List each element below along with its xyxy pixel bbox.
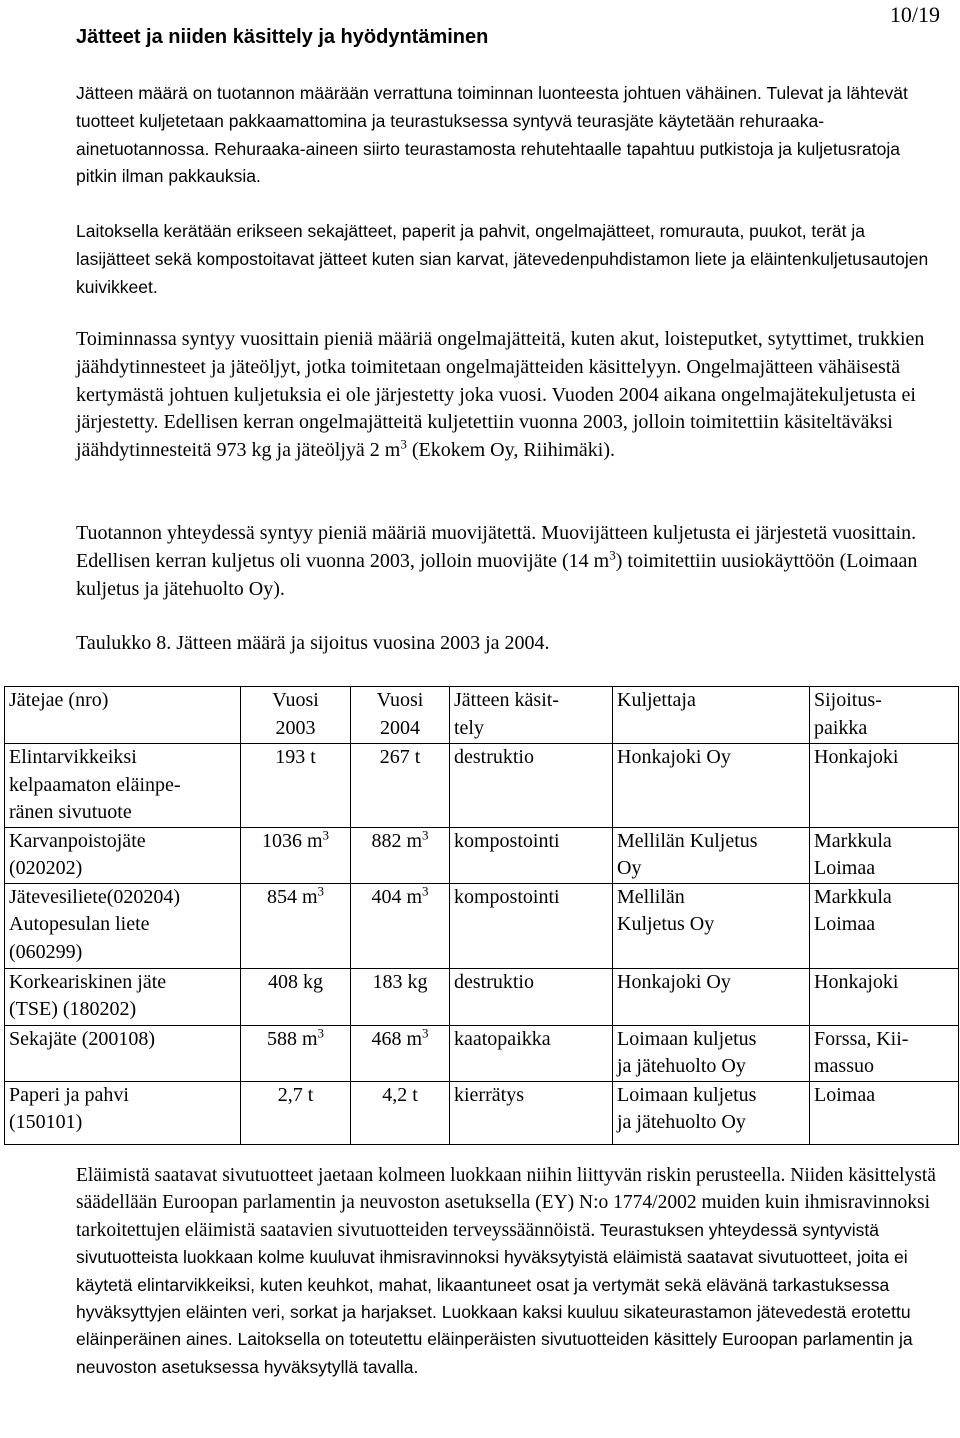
cell-2004 (351, 968, 450, 1025)
cell-unit-sup: 3 (317, 1024, 325, 1040)
cell-2003 (241, 968, 351, 1025)
cell-waste: Paperi ja pahvi (150101) (5, 1081, 241, 1144)
header-treatment: Jätteen käsit- tely (450, 687, 613, 744)
cell-treatment: kompostointi (450, 883, 613, 968)
header-year-2004: Vuosi 2004 (351, 687, 450, 744)
paragraph-hazardous-waste (76, 326, 936, 465)
cell-carrier: Mellilän Kuljetus Oy (613, 883, 810, 968)
cell-carrier: Honkajoki Oy (613, 744, 810, 828)
cell-treatment: destruktio (450, 744, 613, 828)
cell-value: 193 t (275, 746, 316, 768)
cell-2004 (351, 883, 450, 968)
cell-waste: Korkeariskinen jäte (TSE) (180202) (5, 968, 241, 1025)
cell-waste: Elintarvikkeiksi kelpaamaton eläinpe- ränen sivutuote (5, 744, 241, 828)
paragraph-waste-amount: Jätteen määrä on tuotannon määrään verrattuna toiminnan luonteesta johtuen vähäinen. Tulevat ja lähtevät tuotteet kuljetetaan pakkaamattomina ja teurastuksessa syntyvä teurasjäte käytetään rehuraaka-ainetuotannossa. Rehuraaka-aineen siirto teurastamosta rehutehtaalle tapahtuu putkistoja ja kuljetusratoja pitkin ilman pakkauksia. (76, 83, 908, 187)
header-year-2003: Vuosi 2003 (241, 687, 351, 744)
cell-treatment: kaatopaikka (450, 1025, 613, 1081)
paragraph-animal-byproducts (76, 1162, 944, 1381)
table-row (5, 968, 959, 1025)
cell-value: 183 kg (372, 970, 428, 993)
cell-2003 (241, 1081, 351, 1144)
paragraph-plastic-waste (76, 520, 936, 603)
cell-value: 882 m (371, 829, 423, 852)
cell-waste: Sekajäte (200108) (5, 1025, 241, 1081)
cell-value: 588 m (266, 1027, 318, 1050)
table-row (5, 1025, 959, 1081)
table-caption: Taulukko 8. Jätteen määrä ja sijoitus vuosina 2003 ja 2004. (76, 632, 550, 654)
cell-unit-sup: 3 (317, 882, 325, 898)
cell-value: 854 m (266, 885, 318, 908)
cell-waste: Jätevesiliete(020204) Autopesulan liete (060299) (5, 883, 241, 968)
cell-2004 (351, 1081, 450, 1144)
header-carrier: Kuljettaja (613, 687, 810, 744)
cell-2003 (241, 827, 351, 883)
cell-value: 2,7 t (277, 1083, 314, 1106)
cell-2004 (351, 1025, 450, 1081)
cell-unit-sup: 3 (422, 882, 429, 898)
section-title: Jätteet ja niiden käsittely ja hyödyntäminen (76, 26, 489, 48)
cell-destination: Forssa, Kii- massuo (810, 1025, 959, 1081)
cell-carrier: Honkajoki Oy (613, 968, 810, 1025)
cell-2003 (241, 1025, 351, 1081)
cell-2003 (241, 744, 351, 828)
cell-value: 4,2 t (382, 1083, 418, 1106)
cell-treatment: kompostointi (450, 827, 613, 883)
cell-unit-sup: 3 (322, 826, 330, 842)
cell-carrier: Loimaan kuljetus ja jätehuolto Oy (613, 1025, 810, 1081)
paragraph-waste-sorting: Laitoksella kerätään erikseen sekajätteet, paperit ja pahvit, ongelmajätteet, romurauta, puukot, terät ja lasijätteet sekä kompostoitavat jätteet kuten sian karvat, jätevedenpuhdistamon liete ja eläintenkuljetusautojen kuivikkeet. (76, 221, 929, 297)
cell-destination: Markkula Loimaa (810, 827, 959, 883)
page-number: 10/19 (889, 2, 940, 27)
table-row (5, 1081, 959, 1144)
cell-value: 1036 m (261, 829, 323, 852)
plastic-text-main: Tuotannon yhteydessä syntyy pieniä määriä muovijätettä. Muovijätteen kuljetusta ei järjestetä vuosittain. Edellisen kerran kuljetus oli vuonna 2003, jolloin muovijäte (14 m (76, 522, 917, 572)
cell-2004 (351, 827, 450, 883)
table-row (5, 883, 959, 968)
hazardous-text-main: Toiminnassa syntyy vuosittain pieniä määriä ongelmajätteitä, kuten akut, loisteputket, sytyttimet, trukkien jäähdytinnesteet ja jäteöljyt, jotka toimitetaan ongelmajätteiden käsittelyyn. Ongelmajätteen vähäisestä kertymästä johtuen kuljetuksia ei ole järjestetty joka vuosi. Vuoden 2004 aikana ongelmajätekuljetusta ei järjestetty. Edellisen kerran ongelmajätteitä kuljetettiin vuonna 2003, jolloin toimitettiin käsiteltäväksi jäähdytinnesteitä 973 kg ja jäteöljyä 2 m (76, 328, 925, 462)
cell-treatment: kierrätys (450, 1081, 613, 1144)
table-header-row (5, 687, 959, 744)
hazardous-text-end: (Ekokem Oy, Riihimäki). (406, 439, 615, 462)
cell-value: 408 kg (268, 970, 323, 993)
header-destination: Sijoitus- paikka (810, 687, 959, 744)
cell-destination: Honkajoki (810, 968, 959, 1025)
waste-table (4, 686, 959, 1145)
cell-treatment: destruktio (450, 968, 613, 1025)
superscript-cubic: 3 (609, 547, 616, 563)
plastic-text-end: ) toimitettiin uusiokäyttöön (Loimaan kuljetus ja jätehuolto Oy). (76, 549, 918, 600)
cell-value: 267 t (379, 746, 421, 768)
superscript-cubic: 3 (400, 436, 407, 452)
cell-value: 404 m (371, 885, 423, 908)
cell-carrier: Loimaan kuljetus ja jätehuolto Oy (613, 1081, 810, 1144)
byproducts-text-intro: Eläimistä saatavat sivutuotteet jaetaan kolmeen luokkaan niihin liittyvän riskin perusteella. Niiden käsittelystä säädellään Euroopan parlamentin ja neuvoston asetuksella (EY) N:o 1774/2002 muiden kuin ihmisravinnoksi tarkoitettujen eläimistä saatavien sivutuotteiden terveyssäännöistä. (76, 1165, 936, 1241)
cell-destination: Markkula Loimaa (810, 883, 959, 968)
table-row (5, 744, 959, 828)
byproducts-text-detail: Teurastuksen yhteydessä syntyvistä sivutuotteista luokkaan kolme kuuluvat ihmisravinnoksi hyväksytyistä eläimistä saatavat sivutuotteet, joita ei käytetä elintarvikkeiksi, kuten keuhkot, mahat, likaantuneet osat ja vertymät sekä elävänä tarkastuksessa hyväksyttyjen eläinten veri, sorkat ja harjakset. Luokkaan kaksi kuuluu sikateurastamon jätevedestä erotettu eläinperäinen aines. Laitoksella on toteutettu eläinperäisten sivutuotteiden käsittely Euroopan parlamentin ja neuvoston asetuksessa hyväksytyllä tavalla. (76, 1219, 913, 1377)
cell-value: 468 m (371, 1027, 423, 1050)
cell-destination: Honkajoki (810, 744, 959, 828)
header-waste-fraction: Jätejae (nro) (5, 687, 241, 744)
cell-waste: Karvanpoistojäte (020202) (5, 827, 241, 883)
cell-2004 (351, 744, 450, 828)
table-row (5, 827, 959, 883)
cell-unit-sup: 3 (422, 1024, 429, 1040)
cell-carrier: Mellilän Kuljetus Oy (613, 827, 810, 883)
cell-destination: Loimaa (810, 1081, 959, 1144)
cell-2003 (241, 883, 351, 968)
cell-unit-sup: 3 (422, 826, 429, 842)
